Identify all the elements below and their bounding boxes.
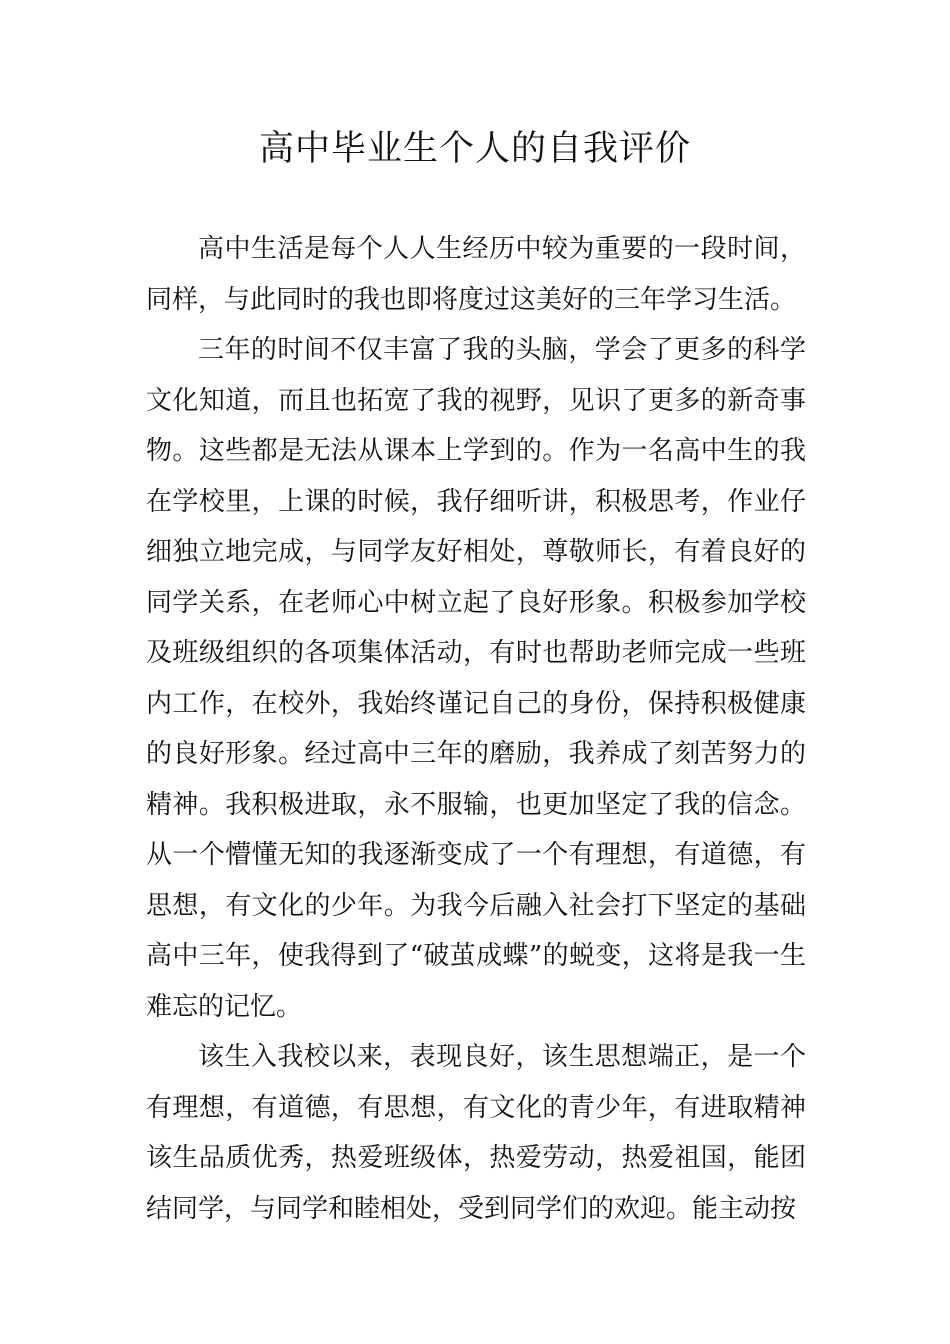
document-body bbox=[146, 224, 806, 1234]
paragraph-2: 三年的时间不仅丰富了我的头脑，学会了更多的科学文化知道，而且也拓宽了我的视野，见识了更多的新奇事物。这些都是无法从课本上学到的。作为一名高中生的我在学校里，上课的时候，我仔细听讲，积极思考，作业仔细独立地完成，与同学友好相处，尊敬师长，有着良好的同学关系，在老师心中树立起了良好形象。积极参加学校及班级组织的各项集体活动，有时也帮助老师完成一些班内工作，在校外，我始终谨记自己的身份，保持积极健康的良好形象。经过高中三年的磨励，我养成了刻苦努力的精神。我积极进取，永不服输，也更加坚定了我的信念。从一个懵懂无知的我逐渐变成了一个有理想，有道德，有思想，有文化的少年。为我今后融入社会打下坚定的基础高中三年，使我得到了“破茧成蝶”的蜕变，这将是我一生难忘的记忆。 bbox=[146, 335, 806, 1022]
paragraph-3: 该生入我校以来，表现良好，该生思想端正，是一个有理想，有道德，有思想，有文化的青少年，有进取精神该生品质优秀，热爱班级体，热爱劳动，热爱祖国，能团结同学，与同学和睦相处，受到同学们的欢迎。能主动按 bbox=[146, 1042, 806, 1224]
paragraph-1: 高中生活是每个人人生经历中较为重要的一段时间，同样，与此同时的我也即将度过这美好的三年学习生活。 bbox=[146, 234, 806, 315]
document-title: 高中毕业生个人的自我评价 bbox=[258, 129, 691, 169]
